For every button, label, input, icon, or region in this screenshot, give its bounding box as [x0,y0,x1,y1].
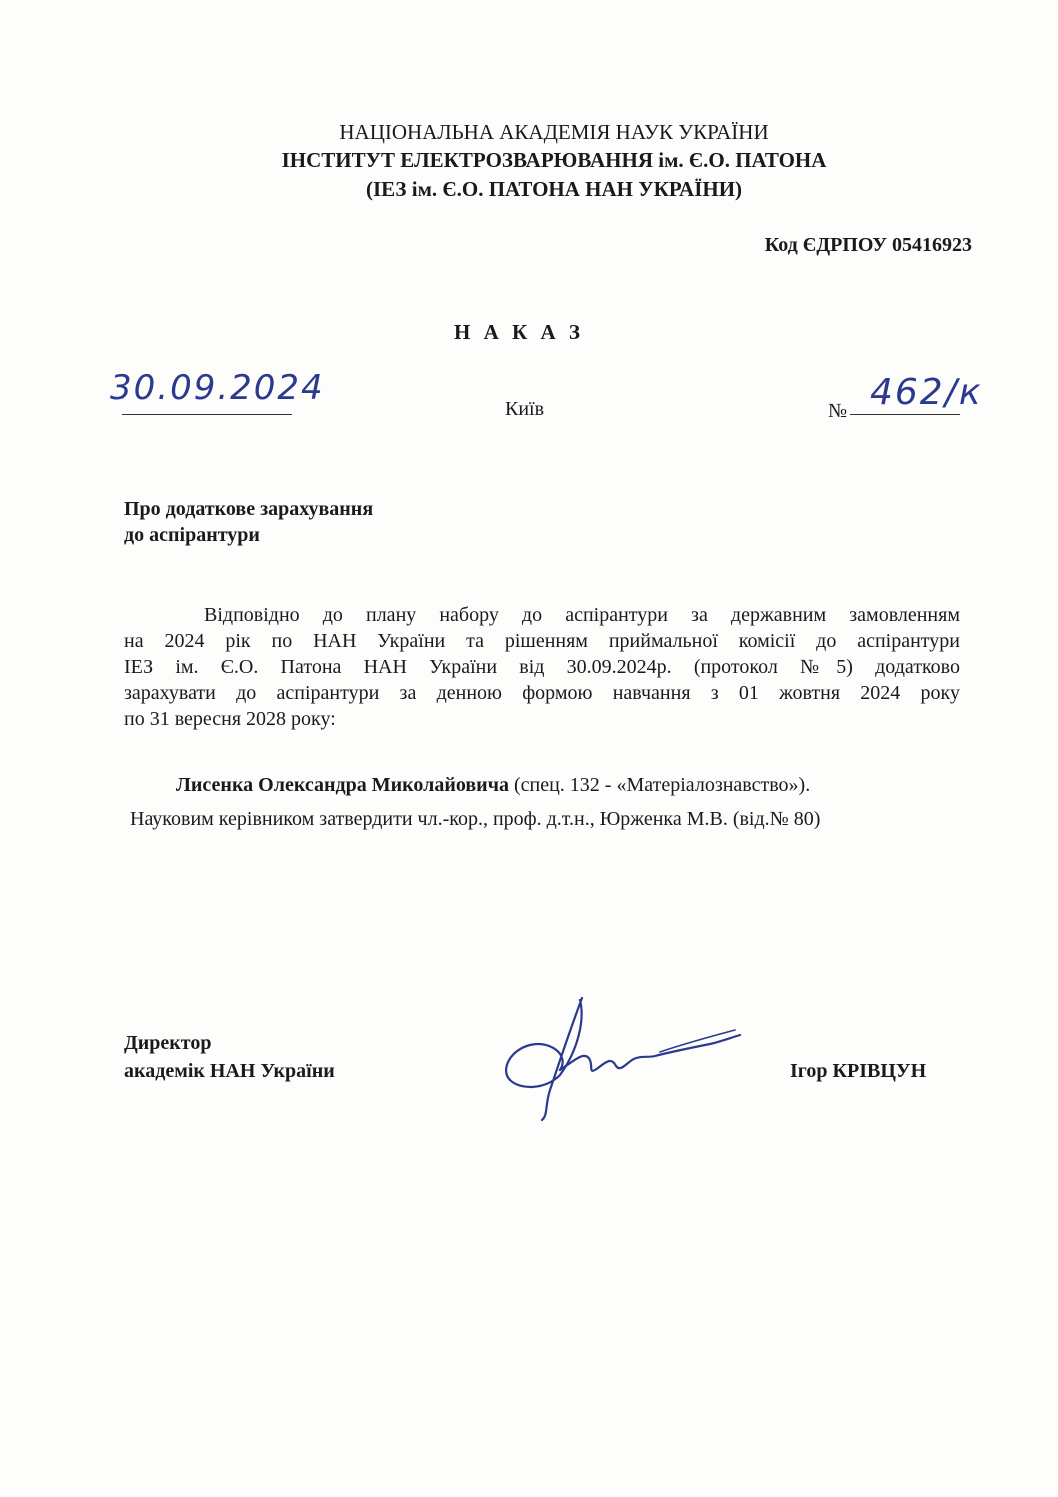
enrollee-name: Лисенка Олександра Миколайовича [176,774,509,796]
body-line: зарахувати до аспірантури за денною формою навчання з 01 жовтня 2024 року [124,682,960,704]
document-type-title: Н А К А З [454,320,584,344]
body-line: ІЕЗ ім. Є.О. Патона НАН України від 30.09.2024р. (протокол №5) додатково [124,656,960,678]
signatory-role-title: Директор [124,1032,212,1054]
academy-name: НАЦІОНАЛЬНА АКАДЕМІЯ НАУК УКРАЇНИ [339,120,769,144]
order-body-paragraph [124,602,960,732]
subject-line-2: до аспірантури [124,524,260,546]
signatory-name: Ігор КРІВЦУН [790,1060,927,1082]
institute-name: ІНСТИТУТ ЕЛЕКТРОЗВАРЮВАННЯ ім. Є.О. ПАТОНА [281,148,827,172]
signatory-role-academic: академік НАН України [124,1060,335,1082]
enrollee-specialty: (спец. 132 - «Матеріалознавство»). [508,774,811,796]
city: Київ [505,398,545,420]
handwritten-signature [490,990,750,1130]
handwritten-number: 462/к [870,372,983,413]
institute-abbreviation: (ІЕЗ ім. Є.О. ПАТОНА НАН УКРАЇНИ) [365,177,743,201]
handwritten-date: 30.09.2024 [110,368,325,408]
number-symbol: № [828,400,848,422]
body-line: по 31 вересня 2028 року: [124,708,336,730]
number-underline [850,414,960,415]
body-line: на 2024 рік по НАН України та рішенням приймальної комісії до аспірантури [124,630,960,652]
body-line: Відповідно до плану набору до аспірантури за державним замовленням [204,604,960,626]
enrollee-line [176,772,810,798]
edrpou-code: Код ЄДРПОУ 05416923 [764,234,972,256]
date-underline [122,414,292,415]
supervisor-line: Науковим керівником затвердити чл.-кор., проф. д.т.н., Юрженка М.В. (від.№ 80) [130,808,821,830]
subject-line-1: Про додаткове зарахування [124,498,374,520]
